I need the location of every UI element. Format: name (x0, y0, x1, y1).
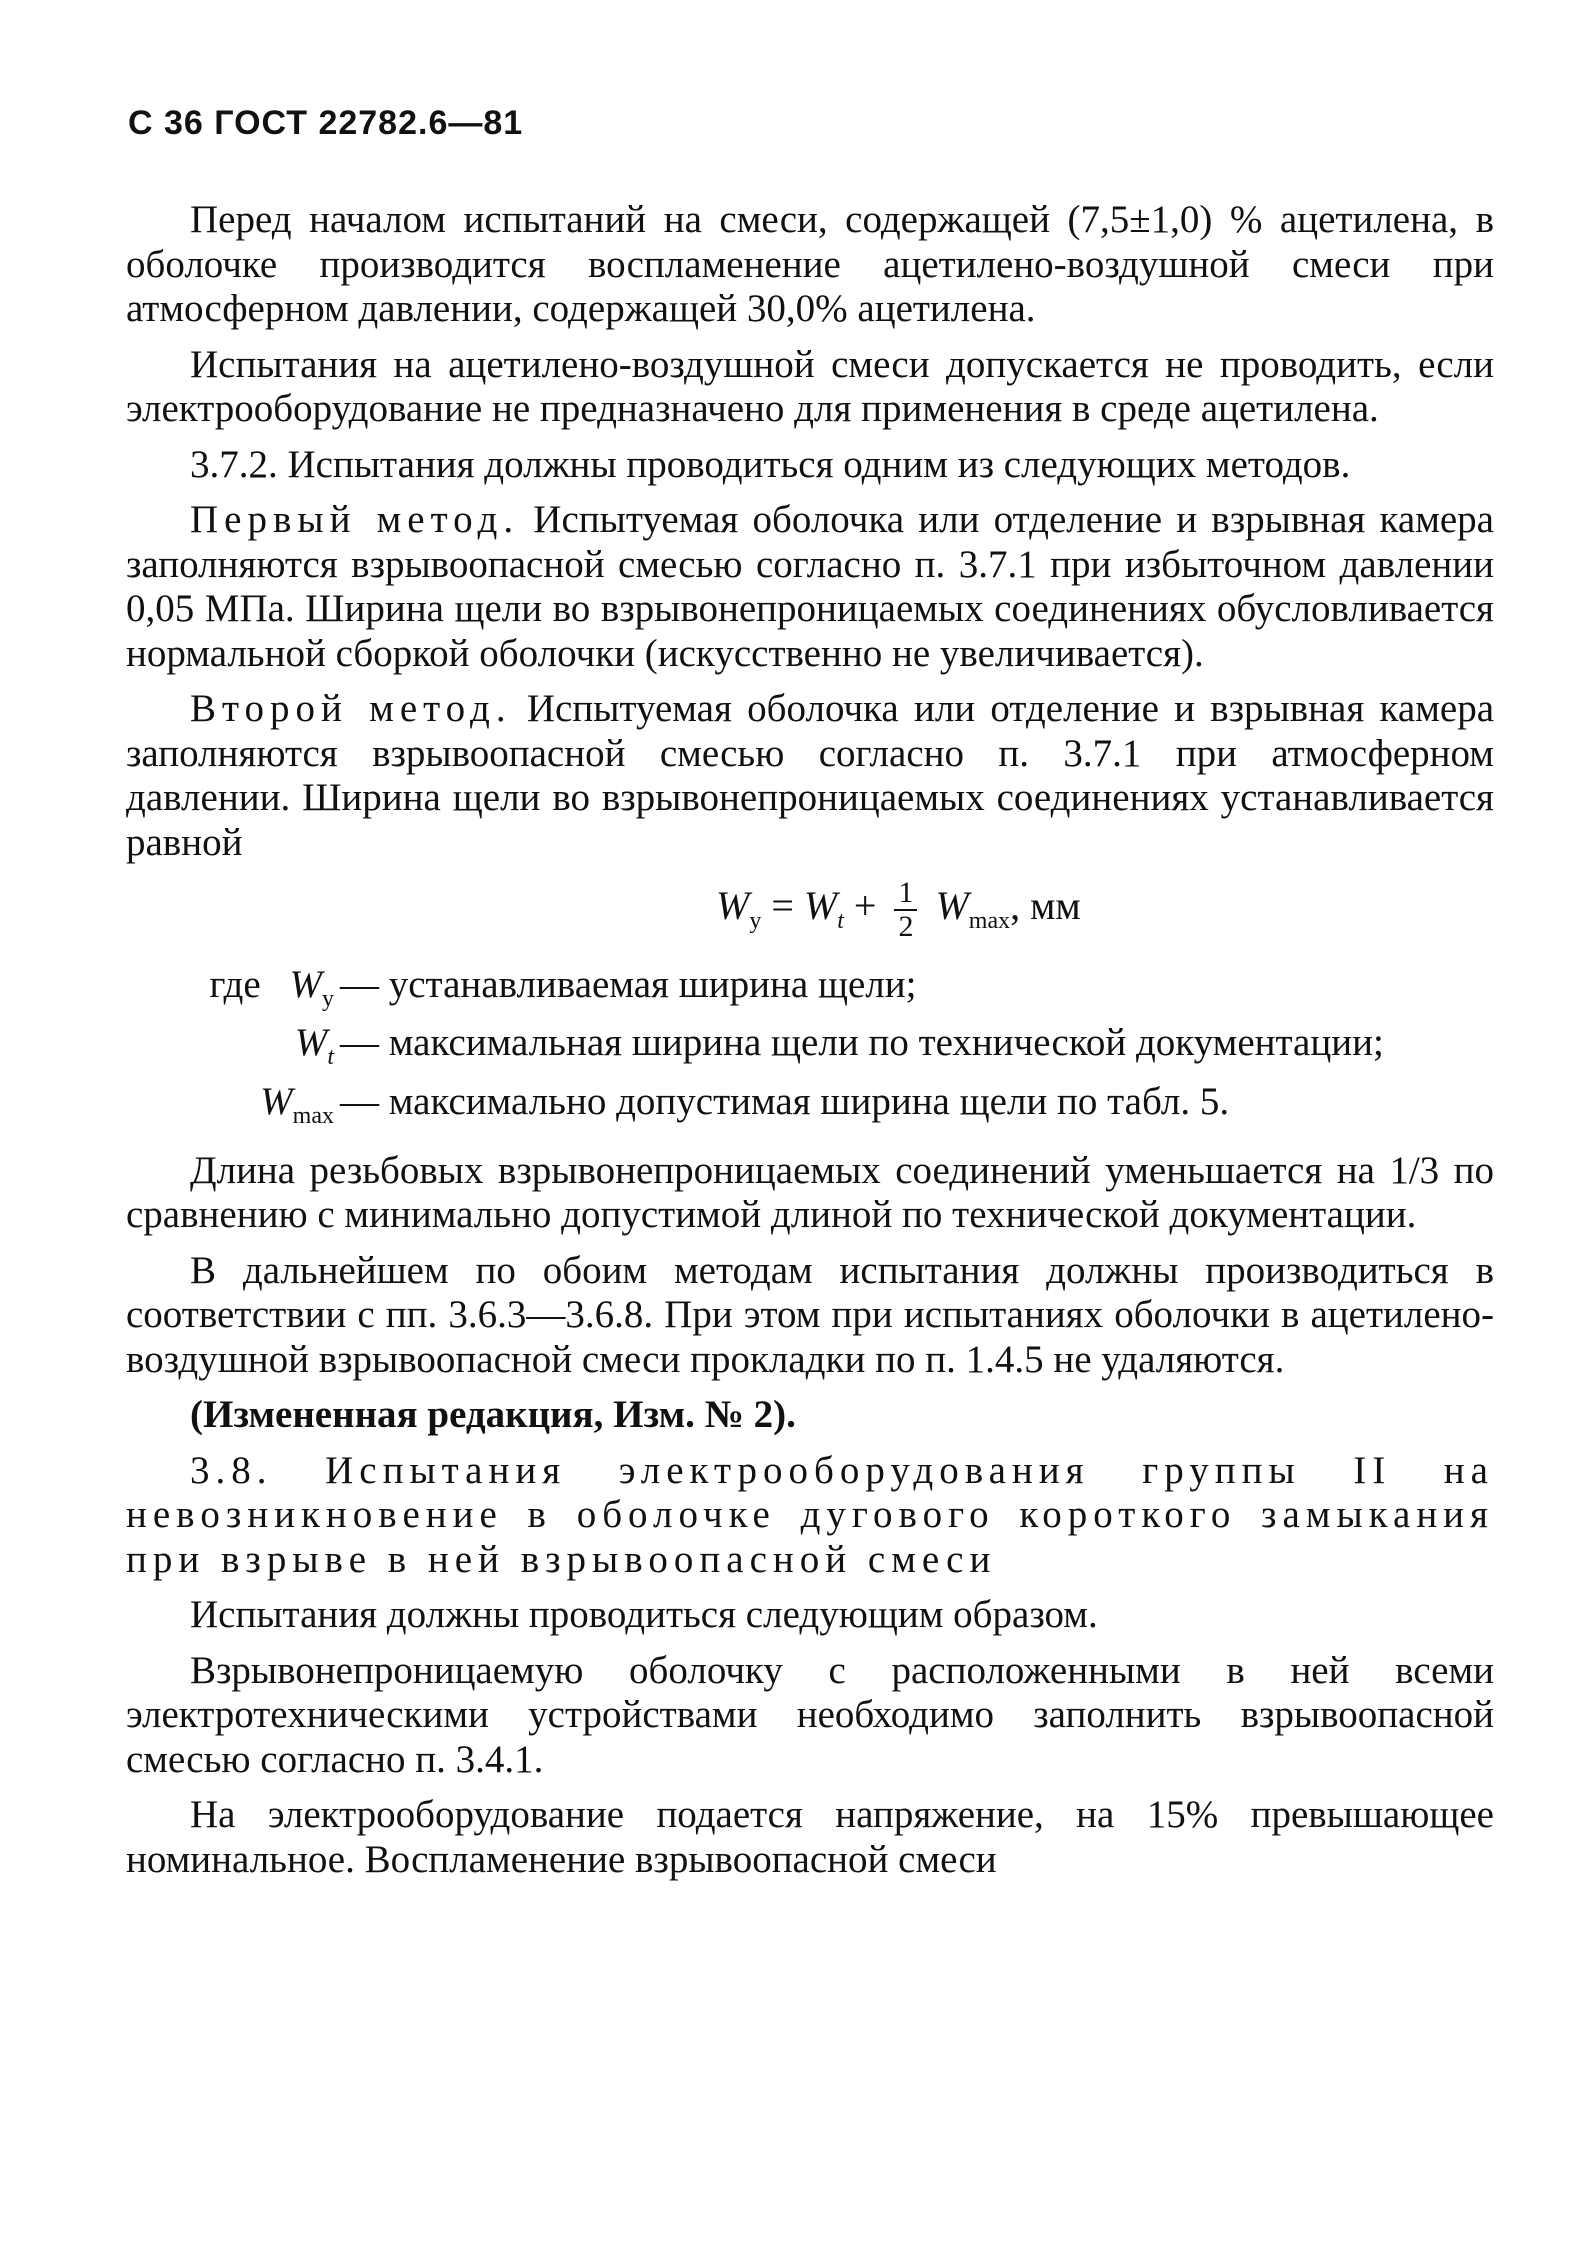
paragraph-initial-ignition: Перед началом испытаний на смеси, содержащей (7,5±1,0) % ацетилена, в оболочке производится воспламенение ацетилено-воздушной смеси при атмосферном давлении, содержащей 30,0% ацетилена. (126, 198, 1494, 330)
one-third-fraction: 1/3 (1389, 1148, 1440, 1192)
formula-lhs-sub: у (749, 908, 762, 935)
formula-max-var: W (935, 883, 969, 929)
formula-unit: , мм (1010, 883, 1081, 929)
paragraph-procedure: Испытания должны проводиться следующим образом. (190, 1593, 1098, 1637)
legend-sub: у (322, 985, 334, 1012)
thread-length-text-a: Длина резьбовых взрывонепроницаемых соединений уменьшается на (190, 1148, 1390, 1192)
paragraph-fill-enclosure: Взрывонепроницаемую оболочку с расположенными в ней всеми электротехническими устройствами необходимо заполнить взрывоопасной смесью согласно п. 3.4.1. (126, 1648, 1494, 1781)
legend-row (126, 1021, 1494, 1079)
paragraph-first-method (126, 498, 1494, 676)
legend-sub: max (292, 1102, 334, 1129)
second-method-heading: Второй метод. (190, 687, 512, 730)
formula-plus: + (853, 883, 877, 929)
legend-lead-word: где (209, 963, 261, 1006)
paragraph-thread-length (126, 1149, 1494, 1238)
formula-lhs-var: W (716, 883, 750, 929)
fraction-numerator: 1 (894, 877, 917, 911)
amendment-note: (Измененная редакция, Изм. № 2). (190, 1393, 796, 1437)
formula-t-sub: t (837, 908, 844, 935)
paragraph-second-method (126, 687, 1494, 865)
page-header: С 36 ГОСТ 22782.6—81 (128, 104, 524, 142)
legend-desc: — максимально допустимая ширина щели по табл. 5. (340, 1079, 1230, 1123)
paragraph-voltage: На электрооборудование подается напряжение, на 15% превышающее номинальное. Воспламенение взрывоопасной смеси (126, 1793, 1494, 1881)
first-method-heading: Первый метод. (190, 498, 520, 541)
paragraph-3-7-2: 3.7.2. Испытания должны проводиться одним из следующих методов. (190, 442, 1351, 486)
legend-var: W (294, 1021, 328, 1065)
body-text (126, 198, 1494, 1882)
legend-var: W (260, 1079, 293, 1123)
formula-max-sub: max (968, 908, 1011, 935)
legend-desc: — устанавливаемая ширина щели; (340, 963, 917, 1006)
formula-fraction (894, 877, 917, 943)
legend-row (126, 963, 1494, 1021)
paragraph-acetylene-exemption: Испытания на ацетилено-воздушной смеси допускается не проводить, если электрооборудование не предназначено для применения в среде ацетилена. (126, 342, 1494, 430)
formula-equals: = (771, 883, 794, 929)
thread-length-text-b: по сравнению с минимально допустимой длиной по технической документации. (126, 1148, 1494, 1237)
second-method-text: Испытуемая оболочка или отделение и взрывная камера заполняются взрывоопасной смесью согласно п. 3.7.1 при атмосферном давлении. Ширина щели во взрывонепроницаемых соединениях устанавливается равной (126, 687, 1494, 864)
section-3-8-heading: 3.8. Испытания электрооборудования группы II на невозникновение в оболочке дугового короткого замыкания при взрыве в ней взрывоопасной смеси (126, 1448, 1494, 1581)
first-method-text: Испытуемая оболочка или отделение и взрывная камера заполняются взрывоопасной смесью согласно п. 3.7.1 при избыточном давлении 0,05 МПа. Ширина щели во взрывонепроницаемых соединениях обусловливается нормальной сборкой оболочки (искусственно не увеличивается). (126, 498, 1494, 675)
formula-t-var: W (803, 883, 838, 929)
legend-sub: t (327, 1044, 334, 1071)
formula-legend (126, 963, 1494, 1138)
fraction-denominator: 2 (898, 910, 914, 943)
legend-row (126, 1080, 1494, 1138)
paragraph-further-tests: В дальнейшем по обоим методам испытания должны производиться в соответствии с пп. 3.6.3—3.6.8. При этом при испытаниях оболочки в ацетилено-воздушной взрывоопасной смеси прокладки по п. 1.4.5 не удаляются. (126, 1248, 1494, 1381)
gap-width-formula (126, 877, 1494, 957)
legend-desc: — максимальная ширина щели по технической документации; (340, 1021, 1384, 1065)
legend-var: W (289, 963, 322, 1006)
